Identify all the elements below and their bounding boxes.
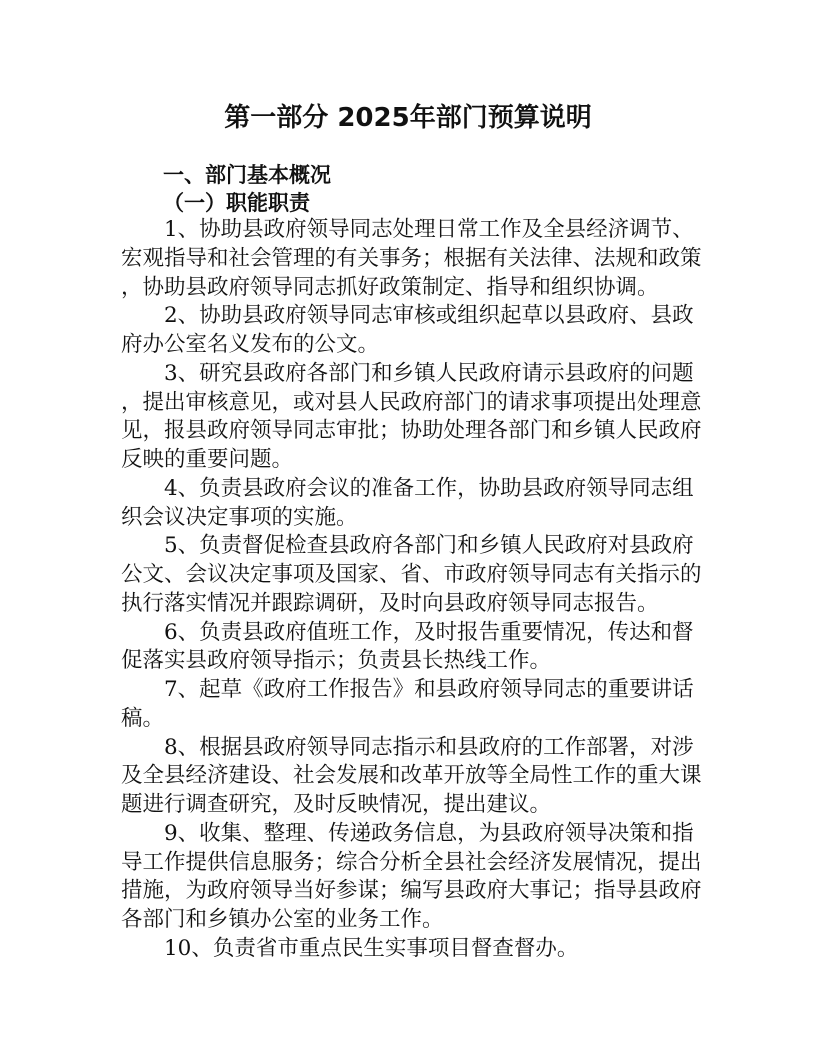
text-line: 8、根据县政府领导同志指示和县政府的工作部署，对涉 [164,734,694,760]
text-line: ，协助县政府领导同志抓好政策制定、指导和组织协调。 [121,274,659,300]
text-line: 9、收集、整理、传递政务信息，为县政府领导决策和指 [164,820,694,846]
text-line: 10、负责省市重点民生实事项目督查督办。 [164,935,579,961]
paragraph [121,302,701,360]
section-heading: 一、部门基本概况 [163,163,331,187]
paragraph [121,360,701,475]
paragraph [121,820,701,935]
page-title: 第一部分 2025年部门预算说明 [224,103,592,133]
text-line: 及全县经济建设、社会发展和改革开放等全局性工作的重大课 [121,763,702,789]
text-line: 稿。 [121,705,165,731]
paragraph [121,475,701,533]
paragraph [121,935,701,964]
text-line: 5、负责督促检查县政府各部门和乡镇人民政府对县政府 [164,533,694,559]
text-line: 反映的重要问题。 [121,447,294,472]
text-line: 府办公室名义发布的公文。 [121,332,380,357]
paragraph [121,532,701,618]
paragraph [121,676,701,734]
text-line: 促落实县政府领导指示；负责县长热线工作。 [121,648,552,674]
text-line: 公文、会议决定事项及国家、省、市政府领导同志有关指示的 [121,562,702,587]
paragraph [121,619,701,677]
text-line: 7、起草《政府工作报告》和县政府领导同志的重要讲话 [164,677,694,702]
text-line: 导工作提供信息服务；综合分析全县社会经济发展情况，提出 [121,849,702,875]
text-line: 1、协助县政府领导同志处理日常工作及全县经济调节、 [164,217,694,242]
text-line: 各部门和乡镇办公室的业务工作。 [121,907,444,932]
paragraph [121,734,701,820]
paragraph [121,216,701,302]
text-line: 题进行调查研究，及时反映情况，提出建议。 [121,792,552,817]
text-line: ，提出审核意见，或对县人民政府部门的请求事项提出处理意 [121,389,702,415]
text-line: 执行落实情况并跟踪调研，及时向县政府领导同志报告。 [121,590,659,616]
text-line: 织会议决定事项的实施。 [121,504,358,530]
text-line: 措施，为政府领导当好参谋；编写县政府大事记；指导县政府 [121,878,702,904]
text-line: 宏观指导和社会管理的有关事务；根据有关法律、法规和政策 [121,245,702,271]
document-body [121,216,701,964]
text-line: 3、研究县政府各部门和乡镇人民政府请示县政府的问题 [164,360,694,386]
text-line: 2、协助县政府领导同志审核或组织起草以县政府、县政 [164,303,694,329]
text-line: 6、负责县政府值班工作，及时报告重要情况，传达和督 [164,619,694,645]
text-line: 见，报县政府领导同志审批；协助处理各部门和乡镇人民政府 [121,418,702,444]
subsection-heading: （一）职能职责 [163,191,310,215]
text-line: 4、负责县政府会议的准备工作，协助县政府领导同志组 [164,475,694,501]
